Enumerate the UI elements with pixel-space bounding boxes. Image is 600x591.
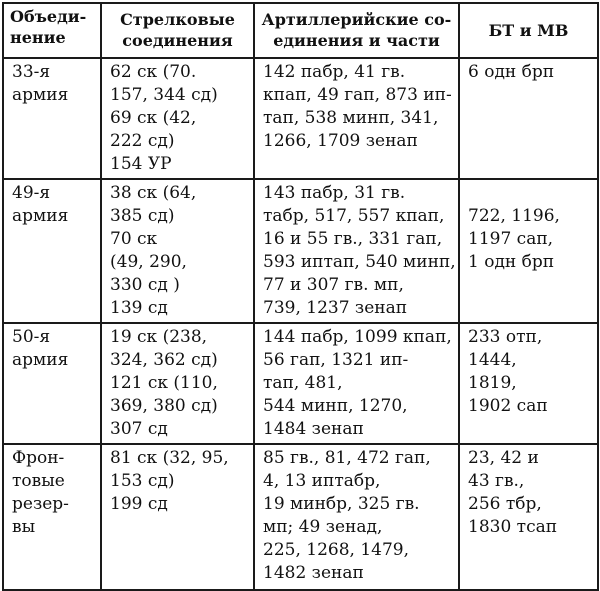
- cell-line: тап, 538 минп, 341,: [263, 108, 439, 128]
- table-header: [3, 3, 598, 58]
- cell-artillery: [254, 323, 459, 444]
- cell-line: мп; 49 зенад,: [263, 517, 383, 537]
- cell-line: [468, 182, 591, 205]
- cell-line: 144 пабр, 1099 кпап,: [263, 327, 452, 347]
- cell-line: 722, 1196,: [468, 206, 560, 226]
- cell-line: 19 минбр, 325 гв.: [263, 494, 420, 514]
- cell-rifle: [101, 323, 254, 444]
- cell-line: 1266, 1709 зенап: [263, 131, 418, 151]
- cell-line: 143 пабр, 31 гв.: [263, 183, 406, 203]
- cell-line: 33-я: [12, 62, 51, 82]
- cell-armor: [459, 444, 598, 590]
- header-formation: [3, 3, 101, 58]
- header-row: [3, 3, 598, 58]
- cell-line: 1 одн брп: [468, 252, 555, 272]
- cell-formation: [3, 444, 101, 590]
- cell-line: 49-я: [12, 183, 51, 203]
- cell-line: армия: [12, 85, 69, 105]
- cell-line: (49, 290,: [110, 252, 187, 272]
- header-line: Артиллерийские со-: [261, 10, 452, 29]
- cell-armor: [459, 323, 598, 444]
- cell-line: Фрон-: [12, 448, 65, 468]
- table-row: [3, 444, 598, 590]
- cell-line: 1484 зенап: [263, 419, 364, 439]
- cell-line: 50-я: [12, 327, 51, 347]
- cell-line: 330 сд ): [110, 275, 180, 295]
- header-armor-units: [459, 3, 598, 58]
- cell-formation: [3, 179, 101, 323]
- cell-line: 4, 13 иптабр,: [263, 471, 381, 491]
- cell-line: 16 и 55 гв., 331 гап,: [263, 229, 443, 249]
- header-rifle-units: [101, 3, 254, 58]
- header-line: соединения: [122, 31, 233, 50]
- cell-artillery: [254, 179, 459, 323]
- cell-line: 324, 362 сд): [110, 350, 218, 370]
- cell-armor: [459, 179, 598, 323]
- cell-line: 1444,: [468, 350, 517, 370]
- table-row: [3, 179, 598, 323]
- cell-line: 1902 сап: [468, 396, 548, 416]
- cell-line: 225, 1268, 1479,: [263, 540, 409, 560]
- cell-rifle: [101, 444, 254, 590]
- cell-line: 121 ск (110,: [110, 373, 218, 393]
- cell-line: 154 УР: [110, 154, 172, 174]
- cell-line: 256 тбр,: [468, 494, 542, 514]
- cell-line: 593 иптап, 540 минп,: [263, 252, 456, 272]
- cell-line: 153 сд): [110, 471, 175, 491]
- header-line: нение: [10, 28, 66, 47]
- cell-line: 739, 1237 зенап: [263, 298, 408, 318]
- cell-line: 222 сд): [110, 131, 175, 151]
- cell-line: 38 ск (64,: [110, 183, 197, 203]
- cell-rifle: [101, 58, 254, 179]
- header-line: Стрелковые: [120, 10, 235, 29]
- cell-line: резер-: [12, 494, 69, 514]
- cell-line: 544 минп, 1270,: [263, 396, 408, 416]
- cell-line: 56 гап, 1321 ип-: [263, 350, 409, 370]
- header-artillery-units: [254, 3, 459, 58]
- cell-line: 199 сд: [110, 494, 168, 514]
- cell-artillery: [254, 58, 459, 179]
- header-line: единения и части: [273, 31, 440, 50]
- cell-line: армия: [12, 350, 69, 370]
- table-row: [3, 323, 598, 444]
- cell-line: 1819,: [468, 373, 517, 393]
- cell-line: 139 сд: [110, 298, 168, 318]
- cell-line: 1830 тсап: [468, 517, 558, 537]
- table-body: [3, 58, 598, 590]
- cell-rifle: [101, 179, 254, 323]
- cell-line: 77 и 307 гв. мп,: [263, 275, 404, 295]
- header-line: БТ и МВ: [488, 20, 569, 40]
- cell-line: 233 отп,: [468, 327, 543, 347]
- cell-line: табр, 517, 557 кпап,: [263, 206, 445, 226]
- cell-line: 6 одн брп: [468, 62, 555, 82]
- cell-line: 85 гв., 81, 472 гап,: [263, 448, 431, 468]
- cell-line: 70 ск: [110, 229, 158, 249]
- cell-line: 43 гв.,: [468, 471, 525, 491]
- cell-line: 69 ск (42,: [110, 108, 197, 128]
- cell-line: тап, 481,: [263, 373, 343, 393]
- cell-line: 385 сд): [110, 206, 175, 226]
- cell-line: 1482 зенап: [263, 563, 364, 583]
- formations-table: [2, 2, 599, 591]
- cell-formation: [3, 58, 101, 179]
- cell-armor: [459, 58, 598, 179]
- cell-line: 142 пабр, 41 гв.: [263, 62, 406, 82]
- table-row: [3, 58, 598, 179]
- cell-line: 369, 380 сд): [110, 396, 218, 416]
- cell-line: 62 ск (70.: [110, 62, 197, 82]
- cell-line: 1197 сап,: [468, 229, 554, 249]
- cell-line: 23, 42 и: [468, 448, 539, 468]
- cell-line: 19 ск (238,: [110, 327, 208, 347]
- cell-line: вы: [12, 517, 36, 537]
- cell-line: 157, 344 сд): [110, 85, 218, 105]
- cell-line: 307 сд: [110, 419, 168, 439]
- cell-line: армия: [12, 206, 69, 226]
- header-line: Объеди-: [10, 7, 87, 26]
- cell-formation: [3, 323, 101, 444]
- cell-line: кпап, 49 гап, 873 ип-: [263, 85, 452, 105]
- cell-line: товые: [12, 471, 65, 491]
- cell-line: 81 ск (32, 95,: [110, 448, 229, 468]
- cell-artillery: [254, 444, 459, 590]
